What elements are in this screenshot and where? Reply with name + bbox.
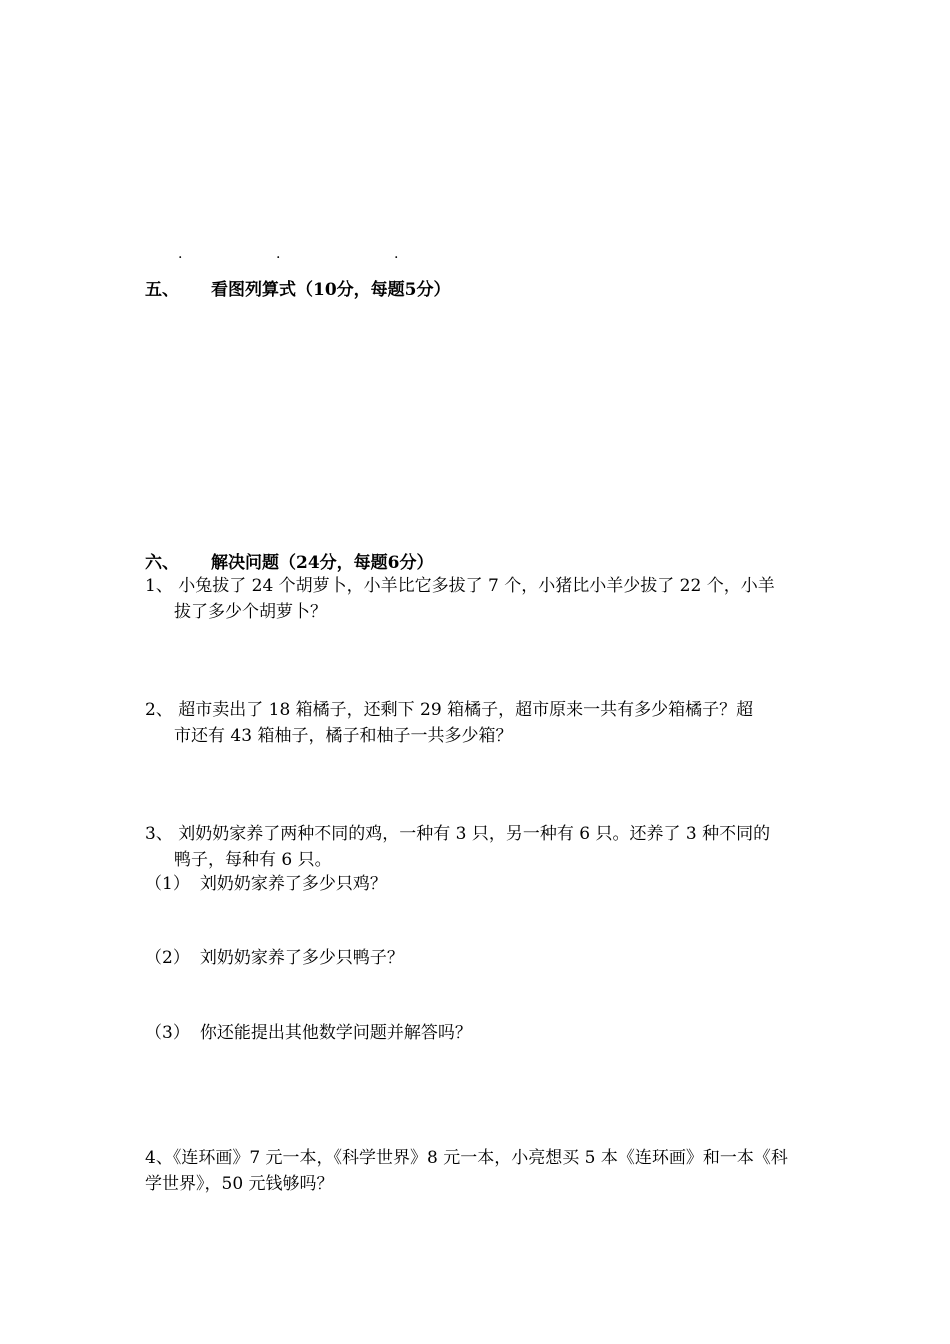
sub-question-label: （2）	[145, 948, 190, 968]
section-5-title: 看图列算式（10分，每题5分）	[211, 280, 451, 300]
section-6-title: 解决问题（24分，每题6分）	[211, 553, 434, 573]
problem-4-line-1: 4、《连环画》7 元一本，《科学世界》8 元一本，小亮想买 5 本《连环画》和一本《科	[145, 1148, 788, 1168]
dot-mark: .	[394, 246, 399, 262]
dot-mark: .	[178, 246, 183, 262]
section-6-number: 六、	[145, 553, 179, 573]
problem-3-line-2: 鸭子，每种有 6 只。	[174, 850, 332, 870]
problem-1-line-1: 1、 小兔拔了 24 个胡萝卜，小羊比它多拔了 7 个，小猪比小羊少拔了 22 个，小羊	[145, 576, 775, 596]
section-5-heading	[145, 275, 451, 300]
sub-question-label: （3）	[145, 1023, 190, 1043]
sub-question-text: 刘奶奶家养了多少只鸡？	[199, 874, 387, 894]
sub-question-text: 刘奶奶家养了多少只鸭子？	[199, 948, 404, 968]
problem-1-line-2: 拔了多少个胡萝卜？	[174, 602, 327, 622]
dot-mark: .	[276, 246, 281, 262]
problem-3-sub-2	[145, 946, 404, 970]
sub-question-text: 你还能提出其他数学问题并解答吗？	[199, 1023, 472, 1043]
problem-2-line-1: 2、 超市卖出了 18 箱橘子，还剩下 29 箱橘子，超市原来一共有多少箱橘子？超	[145, 700, 754, 720]
sub-question-label: （1）	[145, 874, 190, 894]
section-6-heading	[145, 548, 434, 573]
problem-4-line-2: 学世界》，50 元钱够吗？	[145, 1174, 334, 1194]
problem-2-line-2: 市还有 43 箱柚子，橘子和柚子一共多少箱？	[174, 726, 513, 746]
problem-3-sub-1	[145, 872, 387, 896]
problem-3-line-1: 3、 刘奶奶家养了两种不同的鸡，一种有 3 只，另一种有 6 只。还养了 3 种不同的	[145, 824, 771, 844]
section-5-number: 五、	[145, 280, 179, 300]
problem-3-sub-3	[145, 1021, 472, 1045]
